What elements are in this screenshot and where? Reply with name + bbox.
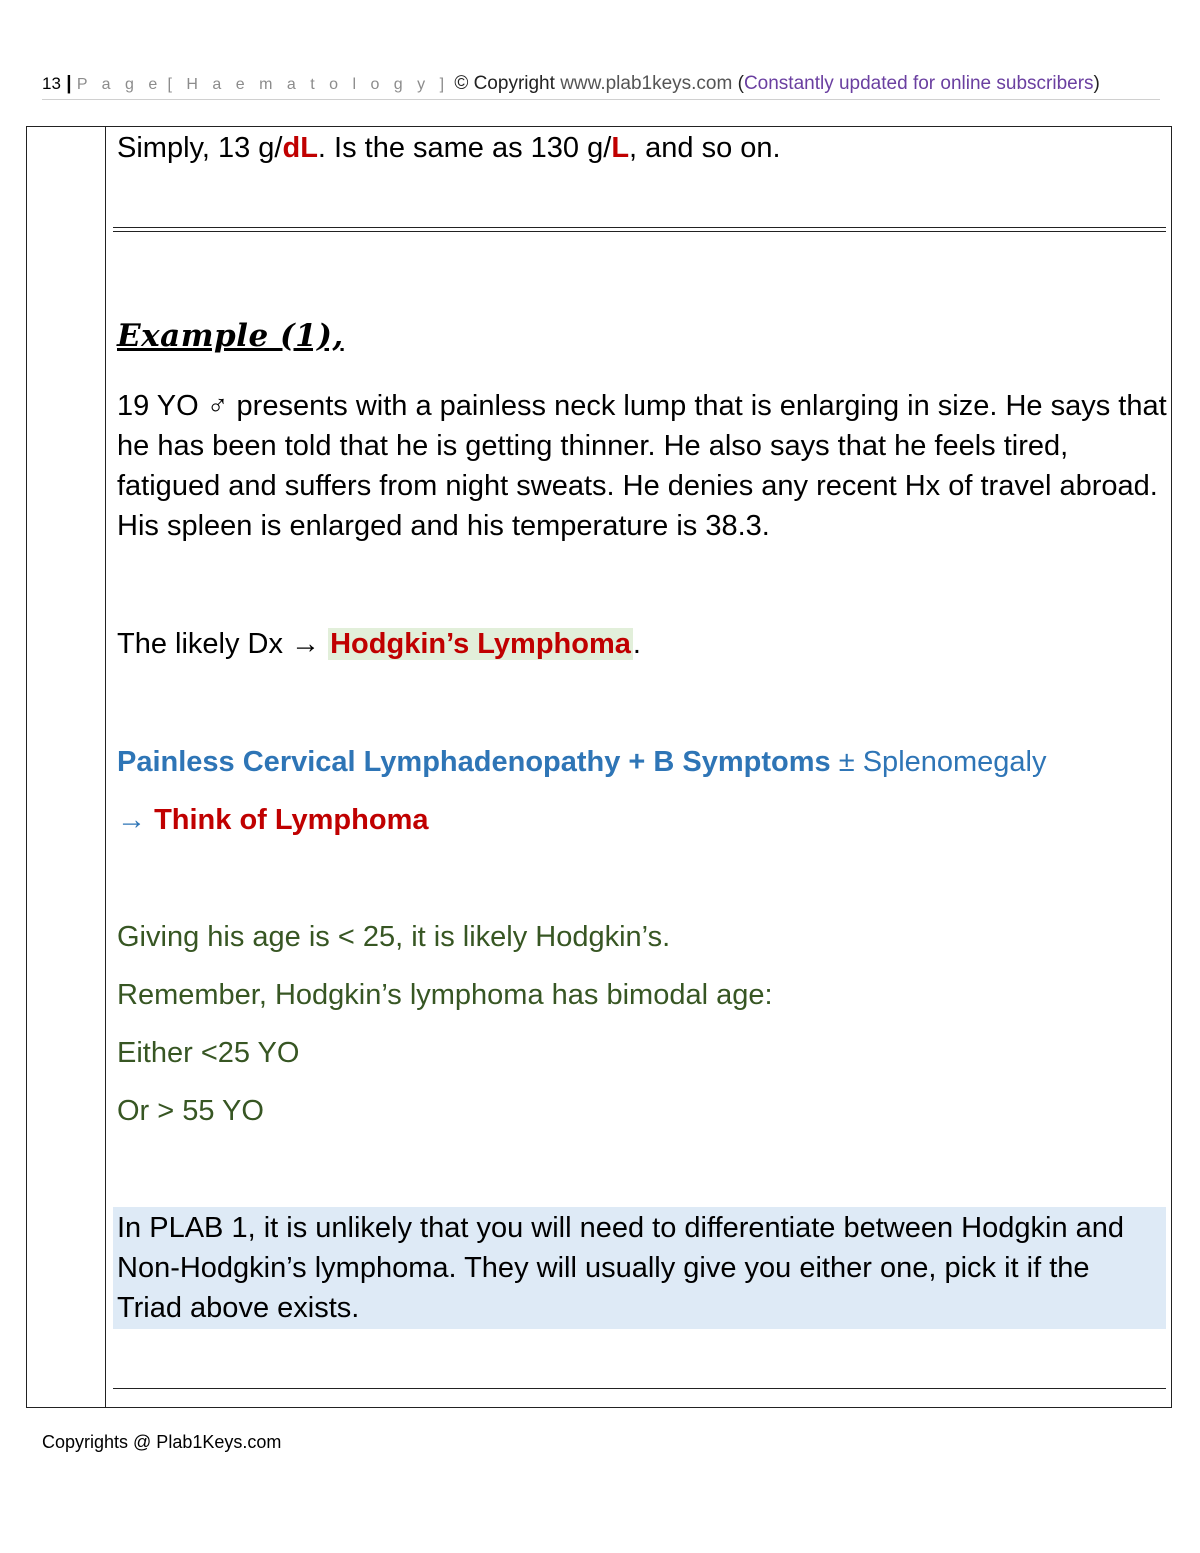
age-note-4: Or > 55 YO — [117, 1095, 264, 1127]
header-separator: | — [66, 73, 72, 94]
triad-line — [117, 742, 1167, 782]
diagnosis-suffix: . — [632, 628, 641, 660]
copyright-label: © Copyright — [454, 73, 555, 94]
double-divider — [113, 227, 1166, 232]
bottom-divider — [113, 1388, 1166, 1389]
case-text: 19 YO ♂ presents with a painless neck lump that is enlarging in size. He says that he has been told that he is getting thinner. He also says that he feels tired, fatigued and suffers from night sweats. He denies any recent Hx of travel abroad. His spleen is enlarged and his temperature is 38.3. — [117, 390, 1167, 542]
unit-conversion-line — [117, 128, 1167, 168]
page-number: 13 — [42, 74, 61, 93]
triad-bold: Painless Cervical Lymphadenopathy + B Symptoms — [117, 746, 831, 778]
conversion-text-1: Simply, 13 g/ — [117, 132, 283, 164]
arrow-icon: → — [117, 804, 155, 836]
unit-l: L — [611, 132, 630, 164]
callout-text: In PLAB 1, it is unlikely that you will need to differentiate between Hodgkin and Non-Hodgkin’s lymphoma. They will usually give you either one, pick it if the Triad above exists. — [117, 1212, 1125, 1324]
age-note-3: Either <25 YO — [117, 1037, 300, 1069]
diagnosis-name: Hodgkin’s Lymphoma — [330, 628, 631, 660]
diagnosis-line — [117, 624, 1167, 664]
left-column-divider — [105, 126, 106, 1408]
diagnosis-prefix: The likely Dx → — [117, 628, 329, 660]
page-word: P a g e — [76, 76, 163, 93]
example-heading: Example (1), — [117, 318, 344, 354]
conclusion-text: Think of Lymphoma — [154, 804, 429, 836]
age-note-2: Remember, Hodgkin’s lymphoma has bimodal age: — [117, 979, 773, 1011]
paren-open: ( — [737, 73, 744, 94]
unit-dl: dL — [282, 132, 318, 164]
update-note: Constantly updated for online subscribers — [743, 73, 1094, 94]
conversion-text-3: , and so on. — [629, 132, 781, 164]
paren-close: ) — [1093, 73, 1100, 94]
conclusion-line — [117, 800, 1167, 840]
section-label: [ H a e m a t o l o g y ] — [167, 76, 450, 93]
age-note-1: Giving his age is < 25, it is likely Hodgkin’s. — [117, 921, 671, 953]
site-link[interactable]: www.plab1keys.com — [560, 73, 733, 94]
page-footer: Copyrights @ Plab1Keys.com — [42, 1432, 282, 1452]
triad-rest: ± Splenomegaly — [830, 746, 1047, 778]
page-header — [42, 72, 1160, 100]
conversion-text-2: . Is the same as 130 g/ — [317, 132, 612, 164]
